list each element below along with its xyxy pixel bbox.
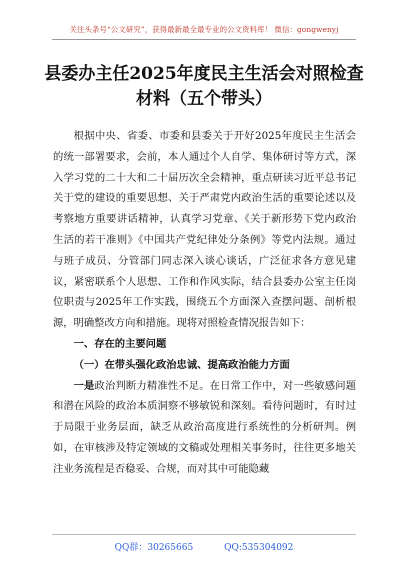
item-lead: 一是 — [73, 379, 95, 392]
footer-contacts — [0, 540, 408, 553]
footer-qq: QQ:535304092 — [224, 543, 294, 553]
document-body — [53, 126, 356, 480]
subsection-heading-1: （一）在带头强化政治忠诚、提高政治能力方面 — [73, 358, 290, 371]
item-paragraph-1 — [53, 376, 356, 480]
section-heading-1: 一、存在的主要问题 — [73, 337, 167, 350]
header-divider — [52, 39, 356, 40]
document-title: 县委办主任2025年度民主生活会对照检查材料（五个带头） — [44, 64, 364, 109]
footer-divider — [52, 534, 356, 535]
intro-paragraph: 根据中央、省委、市委和县委关于开好2025年度民主生活会的统一部署要求，会前，本人通过个人自学、集体研讨等方式，深入学习党的二十大和二十届历次全会精神，重点研读习近平总书记关于党的建设的重要思想、关于严肃党内政治生活的重要论述以及考察地方重要讲话精神，认真学习党章、《关于新形势下党内政治生活的若干准则》《中国共产党纪律处分条例》等党内法规。通过与班子成员、分管部门同志深入谈心谈话，广泛征求各方意见建议，紧密联系个人思想、工作和作风实际，结合县委办公室主任岗位职责与2025年工作实践，围绕五个方面深入查摆问题、剖析根源，明确整改方向和措施。现将对照检查情况报告如下： — [53, 130, 356, 330]
item-text: 政治判断力精准性不足。在日常工作中，对一些敏感问题和潜在风险的政治本质洞察不够敏锐和深刻。看待问题时，有时过于局限于业务层面，缺乏从政治高度进行系统性的分析研判。例如，在审核涉及特定领域的文稿或处理相关事务时，往往更多地关注业务流程是否稳妥、合规，而对其中可能隐藏 — [53, 379, 357, 475]
header-note: 关注头条号“公文研究”，获得最新最全最专业的公文资料库！ 微信：gongwenyj — [69, 25, 339, 34]
footer-qq-group: QQ群：30265665 — [114, 543, 194, 553]
